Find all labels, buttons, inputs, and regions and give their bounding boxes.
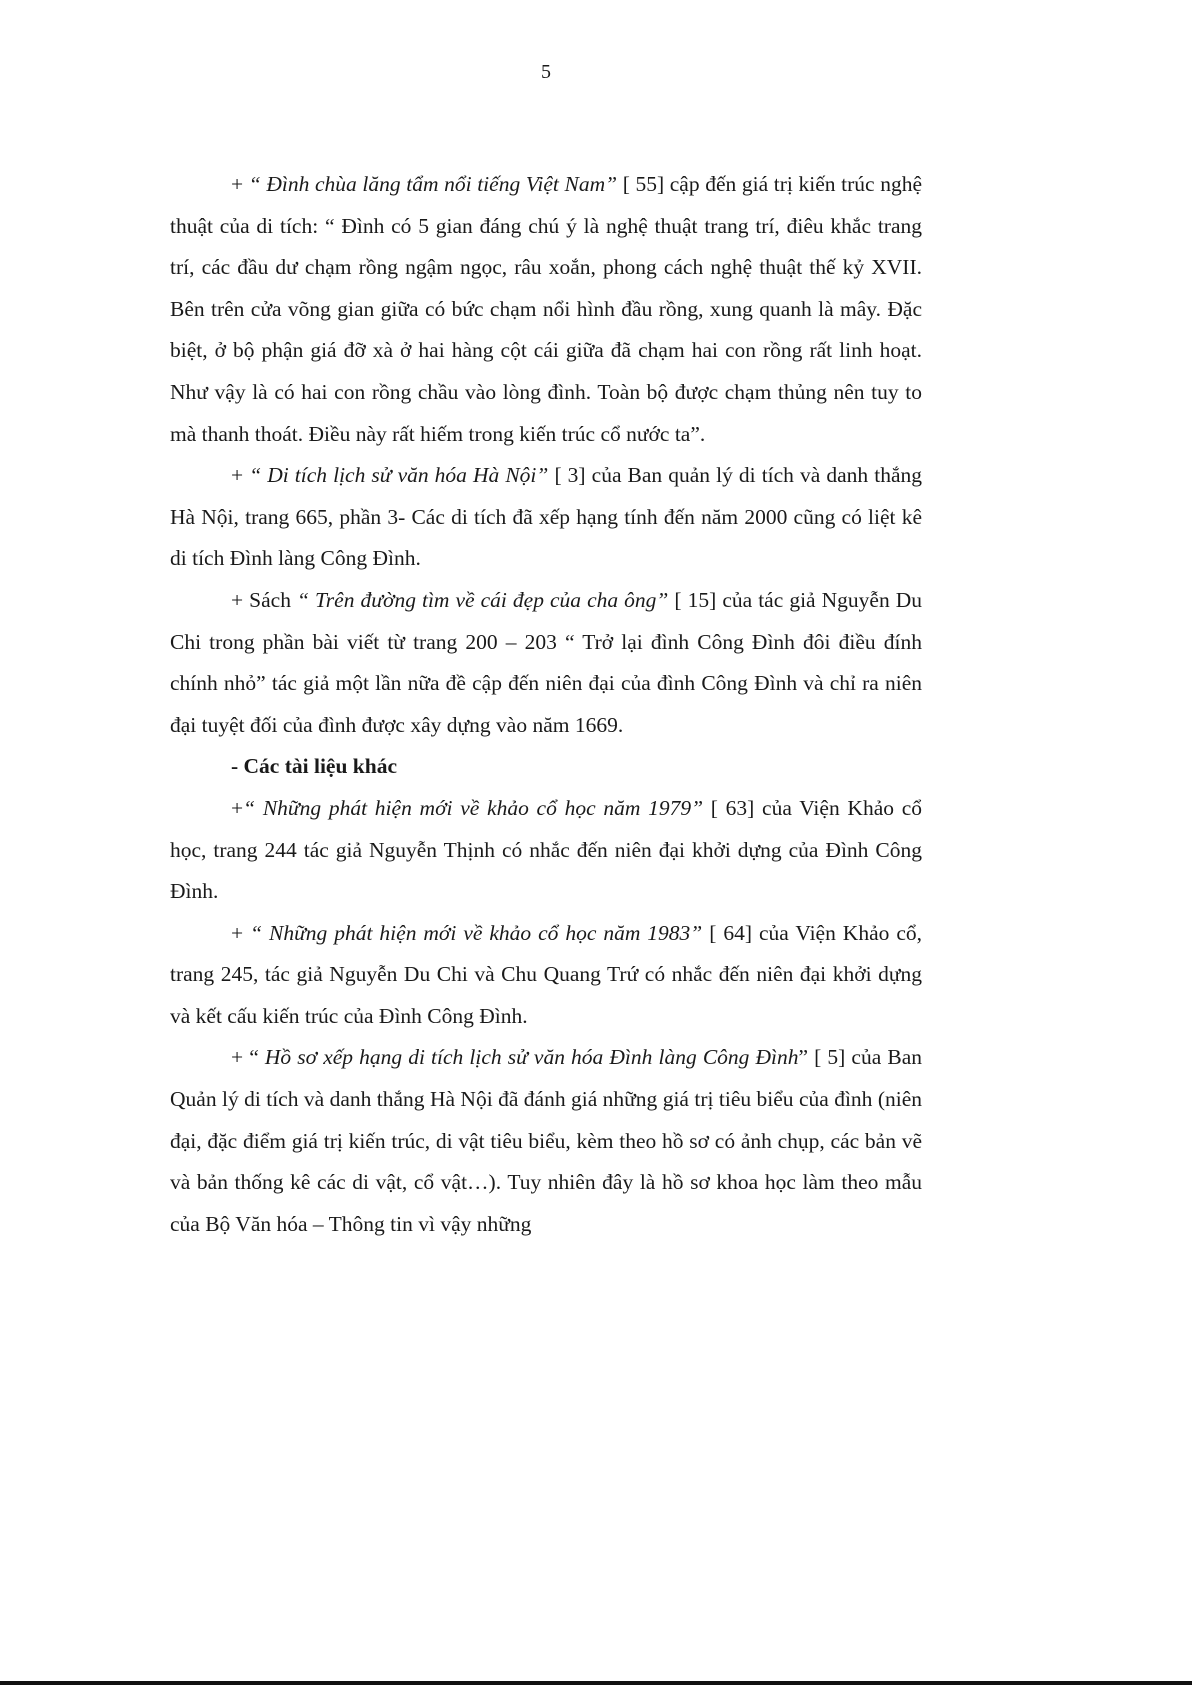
- paragraph-phat-hien-1979: [170, 788, 922, 913]
- paragraph-di-tich-lich-su: [170, 455, 922, 580]
- document-body: [170, 164, 922, 1245]
- cited-title: “ Di tích lịch sử văn hóa Hà Nội”: [249, 463, 549, 488]
- page-number: 5: [541, 61, 551, 83]
- cited-title: “ Trên đường tìm về cái đẹp của cha ông”: [297, 587, 669, 612]
- paragraph-text: [ 15] của tác giả Nguyễn Du Chi trong phần bài viết từ trang 200 – 203 “ Trở lại đình Công Đình đôi điều đính chính nhỏ” tác giả một lần nữa đề cập đến niên đại của đình Công Đình và chỉ ra niên đại tuyệt đối của đình được xây dựng vào năm 1669.: [170, 587, 923, 737]
- cited-title: “ Những phát hiện mới về khảo cổ học năm 1983”: [250, 920, 703, 945]
- paragraph-prefix: +: [231, 172, 249, 196]
- cited-title: Hồ sơ xếp hạng di tích lịch sử văn hóa Đình làng Công Đình: [264, 1045, 799, 1070]
- paragraph-text: ” [ 5] của Ban Quản lý di tích và danh thắng Hà Nội đã đánh giá những giá trị tiêu biểu của đình (niên đại, đặc điểm giá trị kiến trúc, di vật tiêu biểu, kèm theo hồ sơ có ảnh chụp, các bản vẽ và bản thống kê các di vật, cổ vật…). Tuy nhiên đây là hồ sơ khoa học làm theo mẫu của Bộ Văn hóa – Thông tin vì vậy những: [170, 1045, 922, 1236]
- paragraph-prefix: +: [231, 920, 251, 945]
- paragraph-tren-duong-tim-ve: [170, 580, 922, 746]
- cited-title: “ Đình chùa lăng tẩm nổi tiếng Việt Nam”: [248, 172, 618, 196]
- paragraph-text: [ 64] của Viện Khảo cổ, trang 245, tác giả Nguyễn Du Chi và Chu Quang Trứ có nhắc đến niên đại khởi dựng và kết cấu kiến trúc của Đình Công Đình.: [170, 920, 922, 1028]
- paragraph-phat-hien-1983: [170, 913, 922, 1038]
- paragraph-text: [ 55] cập đến giá trị kiến trúc nghệ thuật của di tích: “ Đình có 5 gian đáng chú ý là nghệ thuật trang trí, điêu khắc trang trí, các đầu dư chạm rồng ngậm ngọc, râu xoắn, phong cách nghệ thuật thế kỷ XVII. Bên trên cửa võng gian giữa có bức chạm nổi hình đầu rồng, xung quanh là mây. Đặc biệt, ở bộ phận giá đỡ xà ở hai hàng cột cái giữa đã chạm hai con rồng rất linh hoạt. Như vậy là có hai con rồng chầu vào lòng đình. Toàn bộ được chạm thủng nên tuy to mà thanh thoát. Điều này rất hiếm trong kiến trúc cổ nước ta”.: [170, 172, 922, 446]
- paragraph-prefix: + “: [231, 1045, 265, 1070]
- paragraph-prefix: +: [231, 795, 244, 820]
- bottom-edge-rule: [0, 1681, 1192, 1685]
- paragraph-text: [ 3] của Ban quản lý di tích và danh thắng Hà Nội, trang 665, phần 3- Các di tích đã xếp hạng tính đến năm 2000 cũng có liệt kê di tích Đình làng Công Đình.: [170, 463, 922, 571]
- paragraph-prefix: +: [231, 463, 250, 488]
- paragraph-prefix: + Sách: [231, 587, 298, 612]
- section-heading: - Các tài liệu khác: [231, 754, 398, 779]
- paragraph-ho-so-xep-hang: [170, 1037, 922, 1245]
- paragraph-text: [ 63] của Viện Khảo cổ học, trang 244 tác giả Nguyễn Thịnh có nhắc đến niên đại khởi dựng của Đình Công Đình.: [170, 795, 923, 904]
- cited-title: “ Những phát hiện mới về khảo cổ học năm 1979”: [243, 795, 704, 820]
- paragraph-dinh-chua-lang-tam: [170, 164, 922, 455]
